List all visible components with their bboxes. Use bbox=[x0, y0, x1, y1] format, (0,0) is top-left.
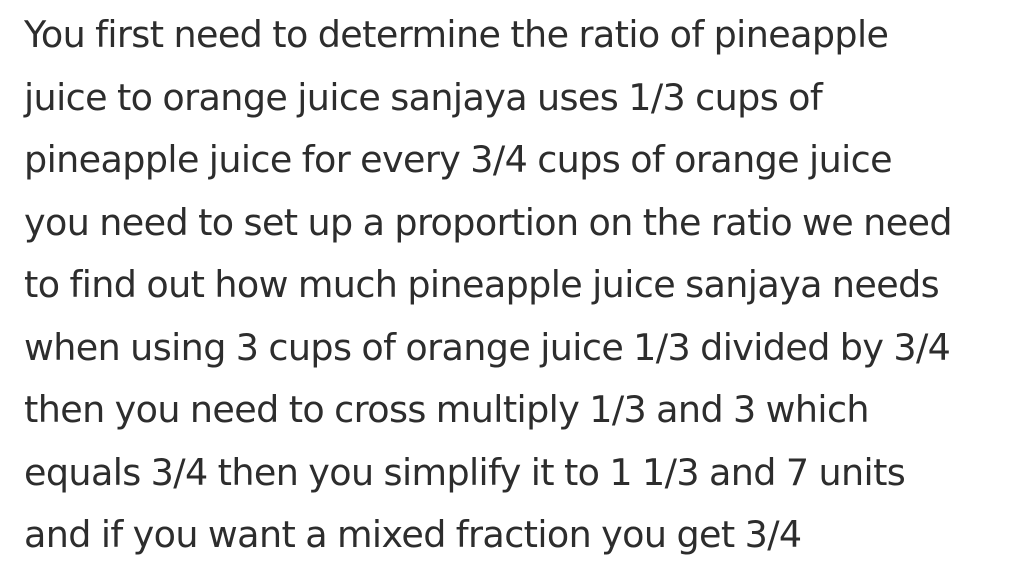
answer-line-5: to find out how much pineapple juice sanjaya needs bbox=[24, 263, 940, 306]
answer-line-1: You first need to determine the ratio of pineapple bbox=[24, 13, 889, 56]
answer-line-7: then you need to cross multiply 1/3 and 3 which bbox=[24, 388, 869, 431]
answer-line-6: when using 3 cups of orange juice 1/3 divided by 3/4 bbox=[24, 325, 951, 369]
answer-line-9: and if you want a mixed fraction you get 3/4 bbox=[24, 513, 802, 556]
answer-line-4: you need to set up a proportion on the ratio we need bbox=[24, 200, 952, 244]
answer-line-2: juice to orange juice sanjaya uses 1/3 cups of bbox=[24, 75, 823, 119]
answer-line-8: equals 3/4 then you simplify it to 1 1/3 and 7 units bbox=[24, 450, 906, 494]
answer-line-3: pineapple juice for every 3/4 cups of orange juice bbox=[24, 138, 892, 181]
answer-text bbox=[24, 4, 1014, 567]
